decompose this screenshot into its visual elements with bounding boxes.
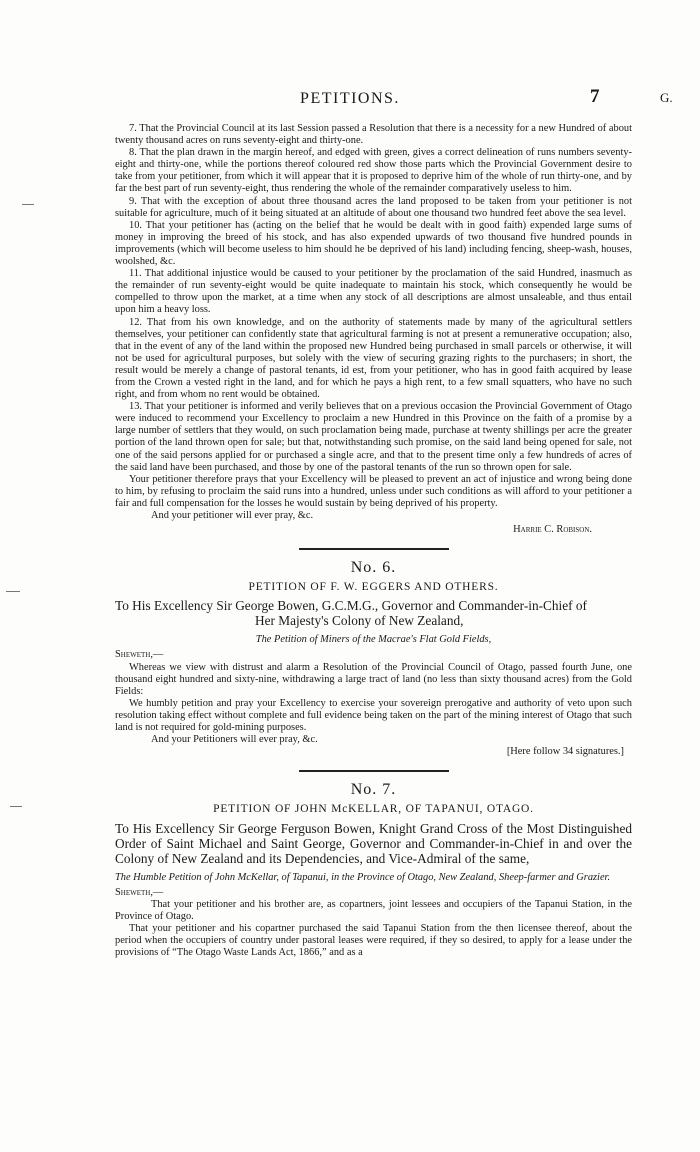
paragraph: 8. That the plan drawn in the margin hereof, and edged with green, gives a correct delineation of runs numbers seventy-eight and thirty-one, while the portions thereof coloured red show those parts which the Provincial Government desire to take from your petitioner, from which it will appear that it is proposed to deprive him of the whole of run thirty-one, and by far the best part of run seventy-eight, thus rendering the whole of the remainder comparatively useless to him. xyxy=(115,147,632,195)
signatures-note: [Here follow 34 signatures.] xyxy=(506,746,624,758)
section-number: No. 6. xyxy=(350,559,397,577)
petition-subtitle: The Petition of Miners of the Macrae's Flat Gold Fields, xyxy=(255,634,492,646)
sheweth-label: Sheweth,— xyxy=(115,649,164,661)
paragraph: Whereas we view with distrust and alarm a Resolution of the Provincial Council of Otago, passed fourth June, one thousand eight hundred and sixty-nine, withdrawing a large tract of land (no less than sixty thousand acres) from the Gold Fields: xyxy=(115,661,632,697)
addressee-line: To His Excellency Sir George Bowen, G.C.M.G., Governor and Commander-in-Chief of xyxy=(115,598,587,614)
petition-subtitle: The Humble Petition of John McKellar, of Tapanui, in the Province of Otago, New Zealand, Sheep-farmer and Grazier. xyxy=(115,871,611,883)
paragraph: 13. That your petitioner is informed and verily believes that on a previous occasion the Provincial Government of Otago were induced to recommend your Excellency to proclaim a new Hundred in this Province on the faith of a promise by a large number of settlers that they would, on such proclamation being made, purchase at twenty shillings per acre the greater portion of the land thrown open for sale; but that, notwithstanding such promise, on the said land being opened for sale, not one of the said persons applied for or purchased a single acre, and that to the present time only a few hundreds of acres of the said land have been purchased, and those by one of the pastoral tenants of the run so thrown open for sale. xyxy=(115,401,632,473)
section-number: No. 7. xyxy=(350,781,397,799)
running-header-title: PETITIONS. xyxy=(300,90,400,107)
section-divider xyxy=(299,548,449,550)
closing-line: And your petitioner will ever pray, &c. xyxy=(151,510,314,521)
sheweth-label: Sheweth,— xyxy=(115,886,164,898)
petition-title: PETITION OF JOHN McKELLAR, OF TAPANUI, OTAGO. xyxy=(213,803,534,816)
paragraph: 7. That the Provincial Council at its last Session passed a Resolution that there is a necessity for a new Hundred of about twenty thousand acres on runs seventy-eight and thirty-one. xyxy=(115,123,632,147)
paragraph: 10. That your petitioner has (acting on the belief that he would be dealt with in good faith) expended large sums of money in improving the breed of his stock, and has also expended upwards of two thousand five hundred pounds in improvements (which will become useless to him should he be deprived of his land) including fencing, sheep-wash, houses, woolshed, &c. xyxy=(115,219,632,268)
paragraph: 12. That from his own knowledge, and on the authority of statements made by many of the agricultural settlers themselves, your petitioner can confidently state that agricultural farming is not at present a remunerative occupation; also, that in the event of any of the land within the proposed new Hundred being purchased in small parcels or otherwise, it will not be used for agricultural purposes, but solely with the view of securing grazing rights to the purchasers; in short, the result would be merely a change of pastoral tenants, id est, from your petitioner, who has in good faith acquired by lease from the Crown a vested right in the land, and for which he pays a high rent, to a few small squatters, who have no such right, and from whom no rent would be obtained. xyxy=(115,316,632,401)
addressee: To His Excellency Sir George Ferguson Bowen, Knight Grand Cross of the Most Distinguished Order of Saint Michael and Saint George, Governor and Commander-in-Chief in and over the Colony of New Zealand and its Dependencies, and Vice-Admiral of the same, xyxy=(115,820,632,866)
margin-mark xyxy=(22,204,34,205)
signature: Harrie C. Robison. xyxy=(513,524,592,536)
addressee-line: Her Majesty's Colony of New Zealand, xyxy=(255,613,464,629)
addressee xyxy=(115,598,632,628)
margin-mark xyxy=(10,806,22,807)
closing-line: And your Petitioners will ever pray, &c. xyxy=(151,734,318,746)
page-number: 7 xyxy=(590,86,600,107)
paragraph: 11. That additional injustice would be caused to your petitioner by the proclamation of the said Hundred, inasmuch as the remainder of run seventy-eight would be quite inadequate to maintain his stock, which consequently he would be compelled to throw upon the market, at a time when any stock of all descriptions are almost unsaleable, and thus entail upon him a heavy loss. xyxy=(115,268,632,316)
petition-title: PETITION OF F. W. EGGERS AND OTHERS. xyxy=(248,581,499,594)
series-code: G. xyxy=(660,90,673,105)
paragraph: Your petitioner therefore prays that your Excellency will be pleased to prevent an act of injustice and wrong being done to him, by refusing to proclaim the said runs into a hundred, unless under such conditions as will afford to your petitioner a fair and full compensation for the losses he would sustain by being deprived of his property. xyxy=(115,473,632,509)
paragraph: 9. That with the exception of about three thousand acres the land proposed to be taken from your petitioner is not suitable for agriculture, much of it being situated at an altitude of about one thousand two hundred feet above the sea level. xyxy=(115,195,632,219)
paragraph: That your petitioner and his copartner purchased the said Tapanui Station from the then licensee thereof, about the period when the occupiers of country under pastoral leases were required, if they so desired, to apply for a lease under the provisions of “The Otago Waste Lands Act, 1866,” and as a xyxy=(115,922,632,959)
margin-mark xyxy=(6,591,20,592)
paragraph: We humbly petition and pray your Excellency to exercise your sovereign prerogative and authority of veto upon such resolution taking effect without complete and full evidence being taken on the part of the mining interest of Otago that such land is not required for gold-mining purposes. xyxy=(115,697,632,734)
section-divider xyxy=(299,770,449,772)
document-body xyxy=(115,123,632,959)
paragraph: That your petitioner and his brother are, as copartners, joint lessees and occupiers of the Tapanui Station, in the Province of Otago. xyxy=(115,898,632,922)
